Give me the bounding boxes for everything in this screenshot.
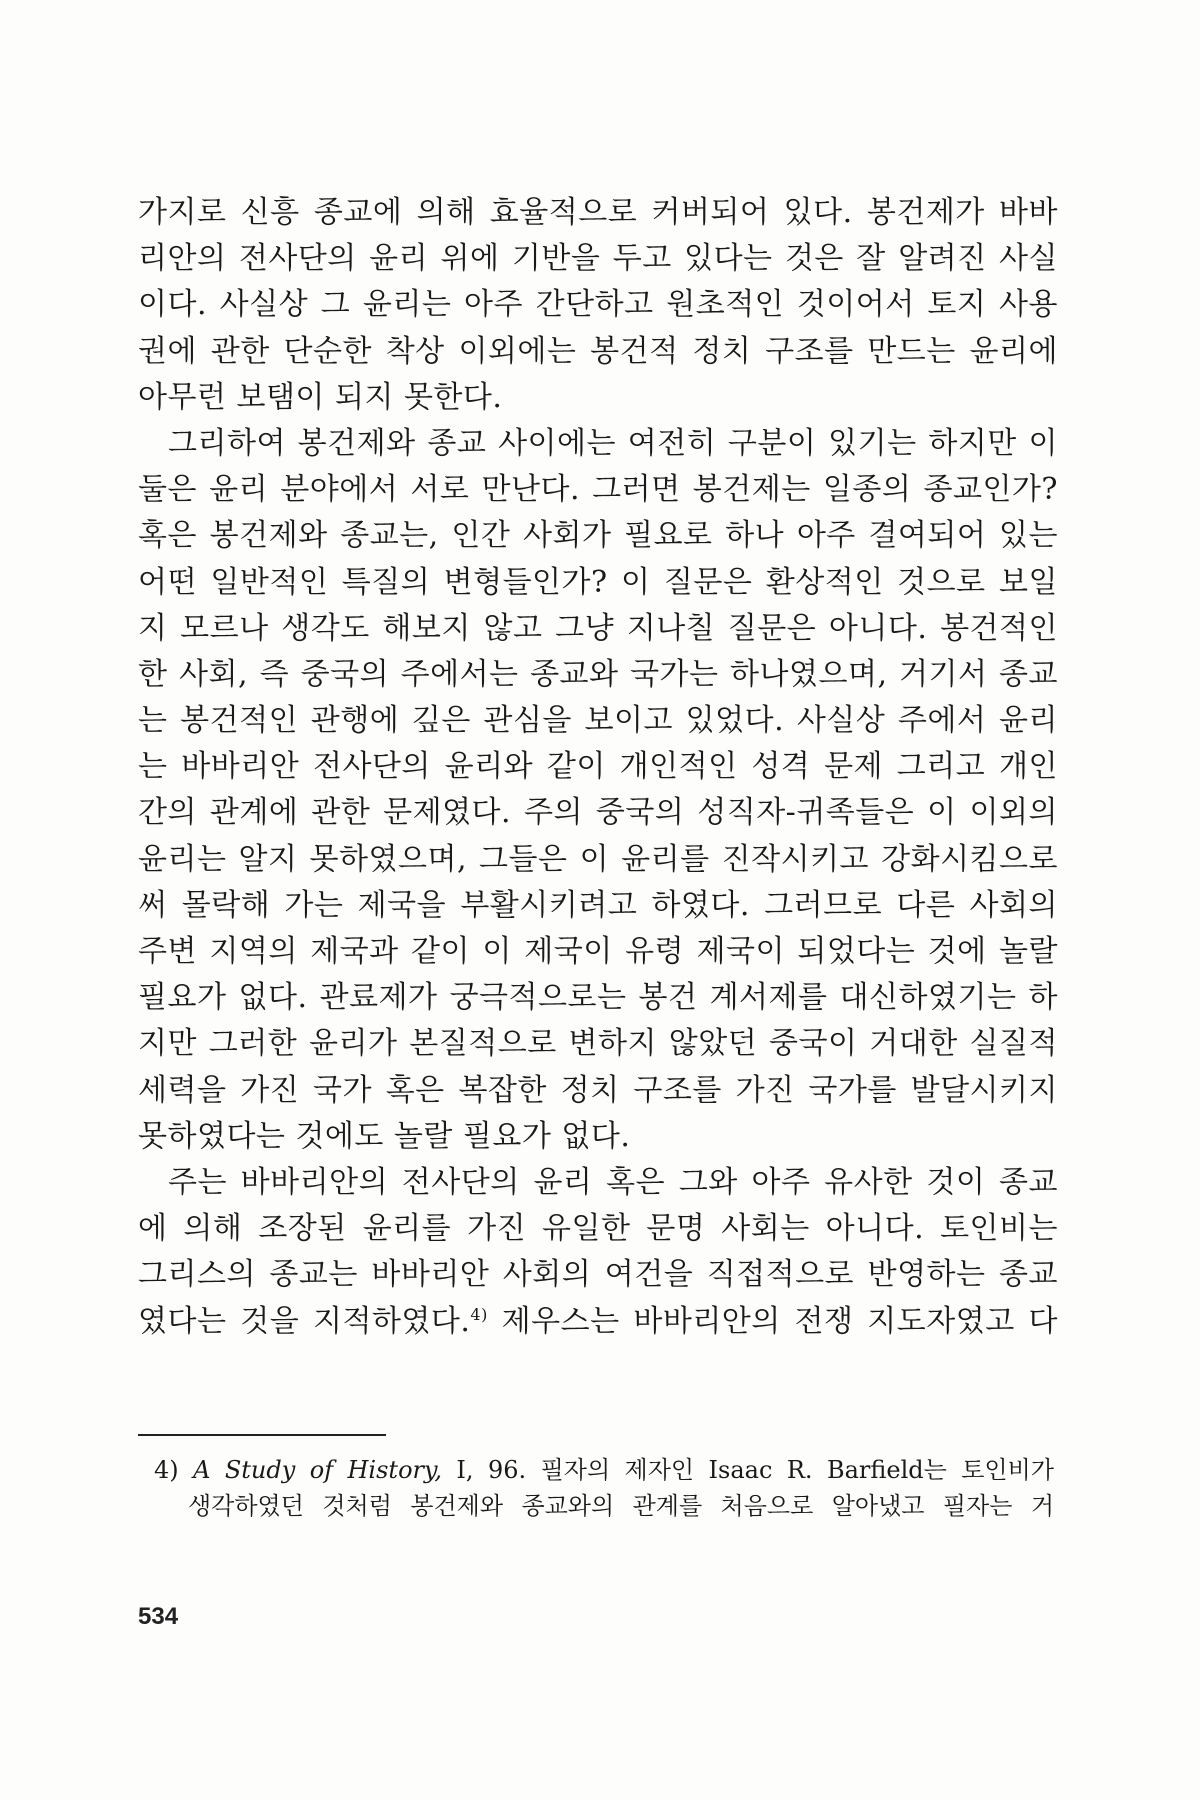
footnote-marker: 4) xyxy=(470,1304,488,1324)
text-line: 주변 지역의 제국과 같이 이 제국이 유령 제국이 되었다는 것에 놀랄 xyxy=(138,934,1058,969)
text-line: 리안의 전사단의 윤리 위에 기반을 두고 있다는 것은 잘 알려진 사실 xyxy=(138,241,1058,277)
text-line: 권에 관한 단순한 착상 이외에는 봉건적 정치 구조를 만드는 윤리에 xyxy=(138,333,1058,369)
text-line: 윤리는 알지 못하였으며, 그들은 이 윤리를 진작시키고 강화시킴으로 xyxy=(138,841,1058,877)
text-line: 써 몰락해 가는 제국을 부활시키려고 하였다. 그러므로 다른 사회의 xyxy=(138,887,1058,923)
footnote-text: I, 96. 필자의 제자인 Isaac R. Barfield는 토인비가 xyxy=(442,1456,1054,1484)
text-line: 가지로 신흥 종교에 의해 효율적으로 커버되어 있다. 봉건제가 바바 xyxy=(138,195,1058,230)
text-line: 는 바바리안 전사단의 윤리와 같이 개인적인 성격 문제 그리고 개인 xyxy=(138,749,1058,785)
text-line: 는 봉건적인 관행에 깊은 관심을 보이고 있었다. 사실상 주에서 윤리 xyxy=(138,703,1058,739)
paragraph-start: 주는 바바리안의 전사단의 윤리 혹은 그와 아주 유사한 것이 종교 xyxy=(168,1164,1058,1200)
text-line: 세력을 가진 국가 혹은 복잡한 정치 구조를 가진 국가를 발달시키지 xyxy=(138,1072,1058,1108)
footnote-line xyxy=(154,1452,1054,1488)
footnote-line: 생각하였던 것처럼 봉건제와 종교와의 관계를 처음으로 알아냈고 필자는 거 xyxy=(188,1492,1054,1520)
text-line xyxy=(138,1299,1058,1345)
text-line: 못하였다는 것에도 놀랄 필요가 없다. xyxy=(138,1118,631,1154)
text-line: 이다. 사실상 그 윤리는 아주 간단하고 원초적인 것이어서 토지 사용 xyxy=(138,287,1058,323)
footnote-divider xyxy=(138,1434,386,1436)
text-fragment: 였다는 것을 지적하였다. xyxy=(138,1303,471,1339)
paragraph-start: 그리하여 봉건제와 종교 사이에는 여전히 구분이 있기는 하지만 이 xyxy=(168,425,1058,461)
text-line: 지만 그러한 윤리가 본질적으로 변하지 않았던 중국이 거대한 실질적 xyxy=(138,1026,1058,1062)
text-fragment: 제우스는 바바리안의 전쟁 지도자였고 다 xyxy=(501,1303,1058,1339)
text-line: 간의 관계에 관한 문제였다. 주의 중국의 성직자-귀족들은 이 이외의 xyxy=(138,795,1058,831)
text-line: 필요가 없다. 관료제가 궁극적으로는 봉건 계서제를 대신하였기는 하 xyxy=(138,980,1058,1016)
footnote xyxy=(154,1452,1054,1524)
text-line: 에 의해 조장된 윤리를 가진 유일한 문명 사회는 아니다. 토인비는 xyxy=(138,1211,1058,1247)
page-number: 534 xyxy=(138,1603,179,1630)
footnote-title: A Study of History, xyxy=(193,1456,442,1484)
text-line: 지 모르나 생각도 해보지 않고 그냥 지나칠 질문은 아니다. 봉건적인 xyxy=(138,610,1058,646)
text-line: 혹은 봉건제와 종교는, 인간 사회가 필요로 하나 아주 결여되어 있는 xyxy=(138,518,1058,554)
text-line: 둘은 윤리 분야에서 서로 만난다. 그러면 봉건제는 일종의 종교인가? xyxy=(138,472,1058,508)
text-line: 한 사회, 즉 중국의 주에서는 종교와 국가는 하나였으며, 거기서 종교 xyxy=(138,656,1058,692)
text-line: 아무런 보탬이 되지 못한다. xyxy=(138,379,503,415)
body-text xyxy=(138,190,1058,1345)
text-line: 그리스의 종교는 바바리안 사회의 여건을 직접적으로 반영하는 종교 xyxy=(138,1257,1058,1293)
text-line: 어떤 일반적인 특질의 변형들인가? 이 질문은 환상적인 것으로 보일 xyxy=(138,564,1058,600)
footnote-number: 4) xyxy=(154,1456,179,1484)
